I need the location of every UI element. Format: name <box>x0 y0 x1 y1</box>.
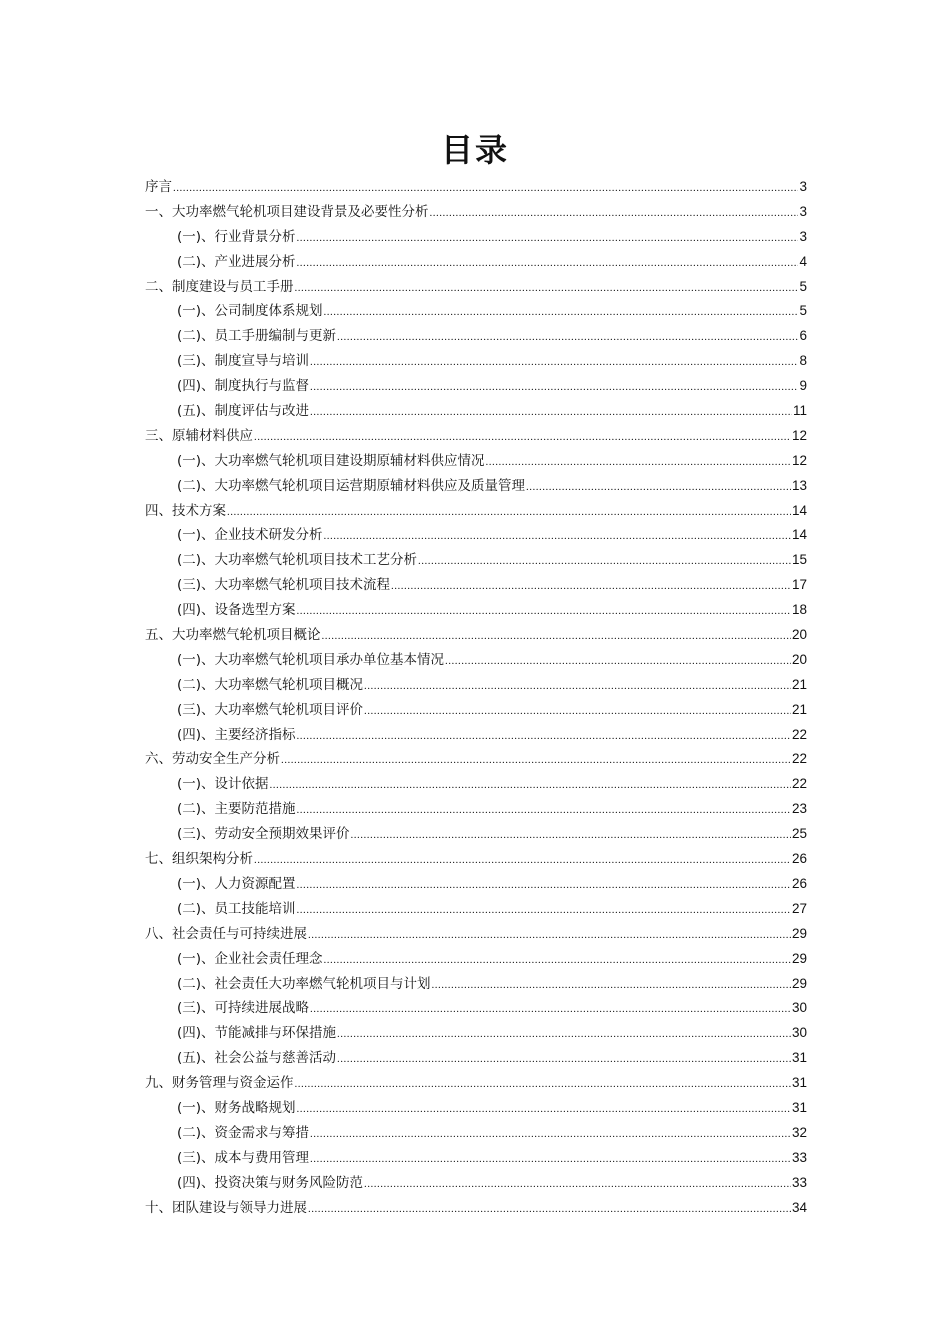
toc-entry-label: 六、劳动安全生产分析 <box>145 751 280 768</box>
toc-entry-page: 26 <box>791 875 807 891</box>
toc-entry-chapter[interactable] <box>145 1071 807 1096</box>
toc-entry-label: (一)、企业技术研发分析 <box>177 527 323 544</box>
toc-entry-label: 二、制度建设与员工手册 <box>145 278 294 295</box>
toc-entry-section[interactable] <box>145 399 807 424</box>
toc-entry-label: (一)、财务战略规划 <box>177 1099 296 1116</box>
toc-entry-label: (四)、节能减排与环保措施 <box>177 1025 337 1042</box>
toc-entry-label: (五)、制度评估与改进 <box>177 403 310 420</box>
toc-entry-section[interactable] <box>145 225 807 250</box>
toc-entry-label: (一)、设计依据 <box>177 776 269 793</box>
toc-dot-leader <box>337 1047 791 1072</box>
toc-entry-chapter[interactable] <box>145 1196 807 1221</box>
toc-entry-label: (三)、大功率燃气轮机项目评价 <box>177 701 364 718</box>
toc-entry-chapter[interactable] <box>145 275 807 300</box>
toc-entry-label: (二)、员工手册编制与更新 <box>177 328 337 345</box>
toc-entry-label: (一)、企业社会责任理念 <box>177 950 323 967</box>
toc-entry-label: 八、社会责任与可持续进展 <box>145 925 307 942</box>
toc-entry-label: (一)、人力资源配置 <box>177 875 296 892</box>
toc-dot-leader <box>297 226 799 251</box>
toc-dot-leader <box>337 325 798 350</box>
toc-entry-section[interactable] <box>145 797 807 822</box>
toc-entry-label: (二)、社会责任大功率燃气轮机项目与计划 <box>177 975 431 992</box>
toc-entry-section[interactable] <box>145 449 807 474</box>
toc-entry-label: (二)、员工技能培训 <box>177 900 296 917</box>
toc-entry-label: (四)、投资决策与财务风险防范 <box>177 1174 364 1191</box>
toc-entry-chapter[interactable] <box>145 424 807 449</box>
toc-entry-section[interactable] <box>145 1046 807 1071</box>
toc-entry-chapter[interactable] <box>145 847 807 872</box>
toc-dot-leader <box>254 425 791 450</box>
toc-entry-page: 14 <box>791 527 807 543</box>
toc-entry-page: 29 <box>791 975 807 991</box>
toc-dot-leader <box>310 1147 791 1172</box>
toc-entry-page: 3 <box>799 228 807 244</box>
toc-entry-section[interactable] <box>145 648 807 673</box>
toc-entry-section[interactable] <box>145 673 807 698</box>
toc-entry-page: 29 <box>791 950 807 966</box>
toc-dot-leader <box>310 997 791 1022</box>
toc-entry-label: (三)、劳动安全预期效果评价 <box>177 826 350 843</box>
toc-entry-label: (一)、大功率燃气轮机项目建设期原辅材料供应情况 <box>177 452 485 469</box>
toc-dot-leader <box>310 400 792 425</box>
toc-entry-label: 十、团队建设与领导力进展 <box>145 1199 307 1216</box>
toc-entry-page: 12 <box>791 452 807 468</box>
toc-dot-leader <box>364 674 791 699</box>
toc-dot-leader <box>308 923 791 948</box>
toc-dot-leader <box>351 823 791 848</box>
toc-entry-page: 31 <box>791 1099 807 1115</box>
toc-dot-leader <box>324 948 791 973</box>
toc-entry-label: 九、财务管理与资金运作 <box>145 1075 294 1092</box>
toc-entry-page: 18 <box>791 602 807 618</box>
toc-entry-page: 30 <box>791 1000 807 1016</box>
toc-dot-leader <box>445 649 791 674</box>
toc-dot-leader <box>391 574 791 599</box>
toc-entry-section[interactable] <box>145 772 807 797</box>
toc-dot-leader <box>364 699 791 724</box>
toc-entry-label: 五、大功率燃气轮机项目概论 <box>145 627 321 644</box>
toc-dot-leader <box>297 1097 791 1122</box>
toc-dot-leader <box>310 1122 791 1147</box>
toc-entry-section[interactable] <box>145 723 807 748</box>
toc-dot-leader <box>173 176 798 201</box>
toc-dot-leader <box>526 475 791 500</box>
toc-entry-section[interactable] <box>145 947 807 972</box>
toc-dot-leader <box>337 1022 791 1047</box>
toc-entry-page: 15 <box>791 552 807 568</box>
toc-entry-section[interactable] <box>145 474 807 499</box>
toc-entry-label: (五)、社会公益与慈善活动 <box>177 1050 337 1067</box>
toc-dot-leader <box>486 450 791 475</box>
toc-entry-page: 31 <box>791 1050 807 1066</box>
toc-entry-section[interactable] <box>145 1021 807 1046</box>
toc-dot-leader <box>432 973 791 998</box>
toc-entry-page: 20 <box>791 651 807 667</box>
toc-entry-label: (四)、主要经济指标 <box>177 726 296 743</box>
toc-dot-leader <box>297 873 791 898</box>
toc-entry-page: 14 <box>791 502 807 518</box>
toc-dot-leader <box>297 898 791 923</box>
toc-entry-page: 21 <box>791 676 807 692</box>
toc-entry-page: 29 <box>791 925 807 941</box>
toc-dot-leader <box>297 599 791 624</box>
toc-entry-page: 12 <box>791 427 807 443</box>
toc-dot-leader <box>364 1172 791 1197</box>
toc-dot-leader <box>297 798 791 823</box>
toc-entry-section[interactable] <box>145 1146 807 1171</box>
toc-entry-page: 20 <box>791 627 807 643</box>
toc-dot-leader <box>281 748 791 773</box>
toc-entry-section[interactable] <box>145 1096 807 1121</box>
toc-dot-leader <box>297 724 791 749</box>
toc-entry-section[interactable] <box>145 996 807 1021</box>
toc-entry-label: 三、原辅材料供应 <box>145 427 253 444</box>
toc-entry-page: 30 <box>791 1025 807 1041</box>
toc-entry-label: (一)、大功率燃气轮机项目承办单位基本情况 <box>177 651 445 668</box>
toc-entry-section[interactable] <box>145 698 807 723</box>
toc-entry-section[interactable] <box>145 548 807 573</box>
toc-entry-chapter[interactable] <box>145 922 807 947</box>
toc-entry-page: 32 <box>791 1124 807 1140</box>
toc-entry-page: 33 <box>791 1149 807 1165</box>
toc-dot-leader <box>254 848 791 873</box>
toc-entry-label: (一)、公司制度体系规划 <box>177 303 323 320</box>
toc-dot-leader <box>324 524 791 549</box>
toc-entry-label: (二)、资金需求与筹措 <box>177 1124 310 1141</box>
toc-dot-leader <box>308 1197 791 1222</box>
toc-entry-label: (二)、大功率燃气轮机项目技术工艺分析 <box>177 552 418 569</box>
toc-entry-page: 9 <box>799 378 807 394</box>
toc-entry-page: 6 <box>799 328 807 344</box>
toc-entry-page: 22 <box>791 751 807 767</box>
toc-entry-section[interactable] <box>145 972 807 997</box>
toc-entry-page: 26 <box>791 851 807 867</box>
toc-entry-page: 33 <box>791 1174 807 1190</box>
toc-entry-section[interactable] <box>145 523 807 548</box>
toc-dot-leader <box>297 251 799 276</box>
toc-entry-section[interactable] <box>145 1171 807 1196</box>
toc-entry-label: 一、大功率燃气轮机项目建设背景及必要性分析 <box>145 203 429 220</box>
toc-entry-label: (三)、制度宣导与培训 <box>177 353 310 370</box>
toc-entry-page: 27 <box>791 900 807 916</box>
toc-dot-leader <box>310 375 798 400</box>
toc-entry-section[interactable] <box>145 299 807 324</box>
toc-entry-page: 3 <box>799 203 807 219</box>
toc-entry-label: 四、技术方案 <box>145 502 226 519</box>
toc-entry-label: (二)、产业进展分析 <box>177 253 296 270</box>
toc-entry-label: (二)、大功率燃气轮机项目运营期原辅材料供应及质量管理 <box>177 477 526 494</box>
toc-entry-chapter[interactable] <box>145 747 807 772</box>
toc-entry-label: 七、组织架构分析 <box>145 851 253 868</box>
toc-dot-leader <box>324 300 799 325</box>
toc-entry-label: (三)、可持续进展战略 <box>177 1000 310 1017</box>
toc-entry-label: (一)、行业背景分析 <box>177 228 296 245</box>
toc-entry-page: 22 <box>791 726 807 742</box>
toc-entry-page: 31 <box>791 1075 807 1091</box>
toc-entry-label: (四)、设备选型方案 <box>177 602 296 619</box>
toc-dot-leader <box>310 350 798 375</box>
toc-entry-section[interactable] <box>145 349 807 374</box>
toc-entry-chapter[interactable] <box>145 200 807 225</box>
toc-entry-section[interactable] <box>145 1121 807 1146</box>
toc-dot-leader <box>295 1072 791 1097</box>
toc-entry-label: 序言 <box>145 179 172 195</box>
toc-entry-section[interactable] <box>145 897 807 922</box>
toc-title: 目录 <box>440 131 509 169</box>
table-of-contents <box>145 175 807 1220</box>
toc-entry-page: 23 <box>791 801 807 817</box>
toc-entry-page: 13 <box>791 477 807 493</box>
toc-entry-label: (四)、制度执行与监督 <box>177 378 310 395</box>
toc-entry-chapter[interactable] <box>145 175 807 200</box>
toc-entry-page: 4 <box>799 253 807 269</box>
toc-dot-leader <box>227 500 791 525</box>
toc-entry-page: 3 <box>799 179 807 194</box>
toc-dot-leader <box>322 624 791 649</box>
toc-entry-page: 25 <box>791 826 807 842</box>
toc-entry-page: 21 <box>791 701 807 717</box>
toc-entry-section[interactable] <box>145 598 807 623</box>
toc-entry-page: 8 <box>799 353 807 369</box>
toc-entry-label: (二)、主要防范措施 <box>177 801 296 818</box>
toc-entry-page: 5 <box>799 303 807 319</box>
toc-dot-leader <box>295 276 799 301</box>
toc-entry-section[interactable] <box>145 324 807 349</box>
toc-entry-section[interactable] <box>145 374 807 399</box>
toc-entry-section[interactable] <box>145 250 807 275</box>
toc-entry-label: (三)、大功率燃气轮机项目技术流程 <box>177 577 391 594</box>
toc-entry-chapter[interactable] <box>145 623 807 648</box>
toc-entry-section[interactable] <box>145 872 807 897</box>
toc-entry-page: 34 <box>791 1199 807 1215</box>
toc-entry-label: (三)、成本与费用管理 <box>177 1149 310 1166</box>
toc-entry-page: 5 <box>799 278 807 294</box>
toc-entry-section[interactable] <box>145 822 807 847</box>
toc-entry-page: 11 <box>792 403 807 419</box>
toc-dot-leader <box>270 773 791 798</box>
toc-entry-section[interactable] <box>145 573 807 598</box>
toc-dot-leader <box>430 201 799 226</box>
toc-entry-page: 22 <box>791 776 807 792</box>
toc-entry-chapter[interactable] <box>145 499 807 524</box>
toc-entry-label: (二)、大功率燃气轮机项目概况 <box>177 676 364 693</box>
toc-dot-leader <box>418 549 791 574</box>
toc-entry-page: 17 <box>791 577 807 593</box>
